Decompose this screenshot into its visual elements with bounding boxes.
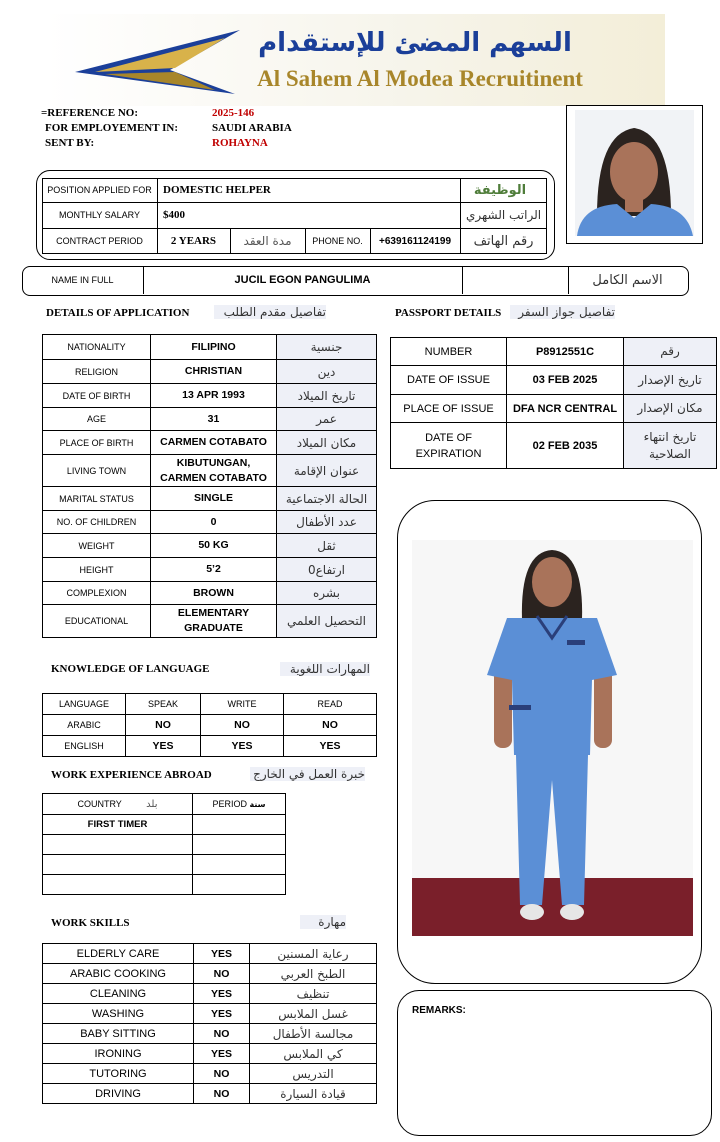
full-body-photo xyxy=(412,540,693,936)
skill-label: TUTORING xyxy=(43,1064,194,1084)
application-field-arabic: جنسية xyxy=(277,335,377,360)
skill-value: NO xyxy=(194,1064,250,1084)
skill-arabic: التدريس xyxy=(250,1064,377,1084)
contract-value: 2 YEARS xyxy=(170,235,217,247)
table-row xyxy=(43,487,377,511)
skill-arabic: قيادة السيارة xyxy=(250,1084,377,1104)
table-row xyxy=(43,511,377,534)
application-field-arabic: عدد الأطفال xyxy=(277,511,377,534)
language-level: YES xyxy=(126,736,201,757)
table-row xyxy=(43,360,377,384)
language-name: ARABIC xyxy=(43,715,126,736)
experience-country xyxy=(43,835,193,855)
table-row xyxy=(43,736,377,757)
skill-label: BABY SITTING xyxy=(43,1024,194,1044)
skill-label: CLEANING xyxy=(43,984,194,1004)
position-label: POSITION APPLIED FOR xyxy=(47,185,152,195)
reference-value: 2025-146 xyxy=(212,107,255,119)
application-field-value: KIBUTUNGAN, CARMEN COTABATO xyxy=(151,455,277,487)
reference-label: =REFERENCE NO: xyxy=(41,107,139,119)
passport-title-arabic: تفاصيل جواز السفر xyxy=(510,305,615,319)
experience-period xyxy=(193,875,286,895)
table-row xyxy=(43,964,377,984)
application-field-arabic: عمر xyxy=(277,408,377,431)
experience-country xyxy=(43,855,193,875)
language-title: KNOWLEDGE OF LANGUAGE xyxy=(51,663,210,675)
passport-field-label: NUMBER xyxy=(391,338,507,366)
application-field-arabic: دين xyxy=(277,360,377,384)
passport-field-arabic: تاريخ الإصدار xyxy=(624,366,717,395)
skill-label: IRONING xyxy=(43,1044,194,1064)
table-row xyxy=(43,1064,377,1084)
table-row xyxy=(43,335,377,360)
passport-field-arabic: تاريخ انتهاء الصلاحية xyxy=(624,423,717,469)
skill-value: YES xyxy=(194,1004,250,1024)
table-row xyxy=(391,366,717,395)
contract-label: CONTRACT PERIOD xyxy=(56,236,143,246)
language-column-header: LANGUAGE xyxy=(43,694,126,715)
table-row xyxy=(391,338,717,366)
passport-title: PASSPORT DETAILS xyxy=(395,307,502,319)
table-row xyxy=(43,815,286,835)
skills-title: WORK SKILLS xyxy=(51,917,130,929)
application-field-value: SINGLE xyxy=(151,487,277,511)
application-field-arabic: عنوان الإقامة xyxy=(277,455,377,487)
application-field-arabic: مكان الميلاد xyxy=(277,431,377,455)
skill-arabic: الطبخ العربي xyxy=(250,964,377,984)
skills-title-arabic: مهارة xyxy=(300,915,346,929)
application-field-arabic: التحصيل العلمي xyxy=(277,605,377,638)
application-field-label: LIVING TOWN xyxy=(43,455,151,487)
header-banner xyxy=(45,14,665,106)
experience-table xyxy=(42,793,286,895)
position-grid xyxy=(42,178,547,254)
application-field-value: ELEMENTARY GRADUATE xyxy=(151,605,277,638)
language-level: NO xyxy=(126,715,201,736)
sent-by-value: ROHAYNA xyxy=(212,137,268,149)
table-row xyxy=(391,395,717,423)
experience-period xyxy=(193,835,286,855)
remarks-label: REMARKS: xyxy=(412,1005,466,1016)
table-row xyxy=(43,875,286,895)
employment-label: FOR EMPLOYEMENT IN: xyxy=(45,122,179,134)
meta-values xyxy=(212,106,292,151)
application-field-arabic: بشره xyxy=(277,582,377,605)
application-field-arabic: ارتفاع0 xyxy=(277,558,377,582)
brand-english: Al Sahem Al Modea Recruitinent xyxy=(257,66,583,91)
passport-field-label: DATE OF ISSUE xyxy=(391,366,507,395)
experience-title: WORK EXPERIENCE ABROAD xyxy=(51,769,212,781)
application-field-value: 0 xyxy=(151,511,277,534)
language-title-arabic: المهارات اللغوية xyxy=(280,662,370,676)
table-row xyxy=(43,1024,377,1044)
language-table xyxy=(42,693,377,757)
table-row xyxy=(43,835,286,855)
language-level: NO xyxy=(284,715,377,736)
brand-arabic: السهم المضئ للإستقدام xyxy=(258,28,572,58)
application-field-value: CARMEN COTABATO xyxy=(151,431,277,455)
employment-value: SAUDI ARABIA xyxy=(212,122,292,134)
period-header: PERIOD سنة xyxy=(193,794,286,815)
experience-country xyxy=(43,875,193,895)
application-field-label: EDUCATIONAL xyxy=(43,605,151,638)
passport-field-value: 03 FEB 2025 xyxy=(507,366,624,395)
application-field-label: AGE xyxy=(43,408,151,431)
experience-period xyxy=(193,815,286,835)
salary-label: MONTHLY SALARY xyxy=(58,210,141,220)
language-level: YES xyxy=(284,736,377,757)
skill-value: NO xyxy=(194,1084,250,1104)
language-level: NO xyxy=(201,715,284,736)
table-row xyxy=(43,1044,377,1064)
application-field-value: CHRISTIAN xyxy=(151,360,277,384)
passport-field-arabic: مكان الإصدار xyxy=(624,395,717,423)
phone-label: PHONE NO. xyxy=(312,236,363,246)
application-field-label: NATIONALITY xyxy=(43,335,151,360)
passport-field-label: PLACE OF ISSUE xyxy=(391,395,507,423)
passport-field-label: DATE OF EXPIRATION xyxy=(391,423,507,469)
application-table xyxy=(42,334,377,638)
table-row xyxy=(43,605,377,638)
application-field-value: 50 KG xyxy=(151,534,277,558)
application-field-arabic: ثقل xyxy=(277,534,377,558)
skill-arabic: كي الملابس xyxy=(250,1044,377,1064)
application-field-value: 31 xyxy=(151,408,277,431)
skill-value: YES xyxy=(194,1044,250,1064)
position-value: DOMESTIC HELPER xyxy=(163,184,271,196)
application-field-label: COMPLEXION xyxy=(43,582,151,605)
language-level: YES xyxy=(201,736,284,757)
table-row xyxy=(43,1084,377,1104)
table-row xyxy=(43,534,377,558)
passport-field-value: 02 FEB 2035 xyxy=(507,423,624,469)
language-name: ENGLISH xyxy=(43,736,126,757)
application-field-value: BROWN xyxy=(151,582,277,605)
passport-field-value: DFA NCR CENTRAL xyxy=(507,395,624,423)
application-field-label: HEIGHT xyxy=(43,558,151,582)
meta-block xyxy=(41,106,178,151)
passport-table xyxy=(390,337,717,469)
skill-label: ARABIC COOKING xyxy=(43,964,194,984)
application-field-label: PLACE OF BIRTH xyxy=(43,431,151,455)
language-column-header: SPEAK xyxy=(126,694,201,715)
passport-field-value: P8912551C xyxy=(507,338,624,366)
headshot-photo xyxy=(566,105,703,244)
application-field-label: RELIGION xyxy=(43,360,151,384)
phone-arabic: رقم الهاتف xyxy=(473,233,534,249)
skill-arabic: رعاية المسنين xyxy=(250,944,377,964)
skill-value: NO xyxy=(194,1024,250,1044)
skill-arabic: مجالسة الأطفال xyxy=(250,1024,377,1044)
passport-field-arabic: رقم xyxy=(624,338,717,366)
name-arabic: الاسم الكامل xyxy=(592,272,663,288)
table-row xyxy=(43,408,377,431)
application-title: DETAILS OF APPLICATION xyxy=(46,307,190,319)
skill-value: YES xyxy=(194,984,250,1004)
application-field-value: 5’2 xyxy=(151,558,277,582)
table-row xyxy=(43,984,377,1004)
application-field-label: DATE OF BIRTH xyxy=(43,384,151,408)
experience-title-arabic: خبرة العمل في الخارج xyxy=(250,767,365,781)
salary-value: $400 xyxy=(163,209,185,221)
application-field-value: 13 APR 1993 xyxy=(151,384,277,408)
name-value: JUCIL EGON PANGULIMA xyxy=(234,274,371,286)
skill-value: YES xyxy=(194,944,250,964)
salary-arabic: الراتب الشهري xyxy=(465,208,542,222)
table-row xyxy=(391,423,717,469)
table-row xyxy=(43,1004,377,1024)
experience-country: FIRST TIMER xyxy=(43,815,193,835)
skill-arabic: تنظيف xyxy=(250,984,377,1004)
application-field-arabic: تاريخ الميلاد xyxy=(277,384,377,408)
table-row xyxy=(43,715,377,736)
skill-label: DRIVING xyxy=(43,1084,194,1104)
position-arabic: الوظيفة xyxy=(473,182,527,198)
skill-label: WASHING xyxy=(43,1004,194,1024)
language-column-header: WRITE xyxy=(201,694,284,715)
skill-value: NO xyxy=(194,964,250,984)
name-label: NAME IN FULL xyxy=(51,275,114,285)
application-field-label: WEIGHT xyxy=(43,534,151,558)
experience-period xyxy=(193,855,286,875)
contract-arabic: مدة العقد xyxy=(243,234,292,248)
table-row xyxy=(43,384,377,408)
country-header: COUNTRY بلد xyxy=(43,794,193,815)
skill-arabic: غسل الملابس xyxy=(250,1004,377,1024)
application-title-arabic: تفاصيل مقدم الطلب xyxy=(214,305,326,319)
table-row xyxy=(43,558,377,582)
table-row xyxy=(43,431,377,455)
skills-table xyxy=(42,943,377,1104)
application-field-arabic: الحالة الاجتماعية xyxy=(277,487,377,511)
language-header-row xyxy=(43,694,377,715)
table-row xyxy=(43,855,286,875)
application-field-label: NO. OF CHILDREN xyxy=(43,511,151,534)
sent-by-label: SENT BY: xyxy=(45,137,95,149)
phone-value: +639161124199 xyxy=(378,235,452,247)
application-field-value: FILIPINO xyxy=(151,335,277,360)
table-row xyxy=(43,582,377,605)
language-column-header: READ xyxy=(284,694,377,715)
skill-label: ELDERLY CARE xyxy=(43,944,194,964)
table-row xyxy=(43,455,377,487)
table-row xyxy=(43,944,377,964)
application-field-label: MARITAL STATUS xyxy=(43,487,151,511)
